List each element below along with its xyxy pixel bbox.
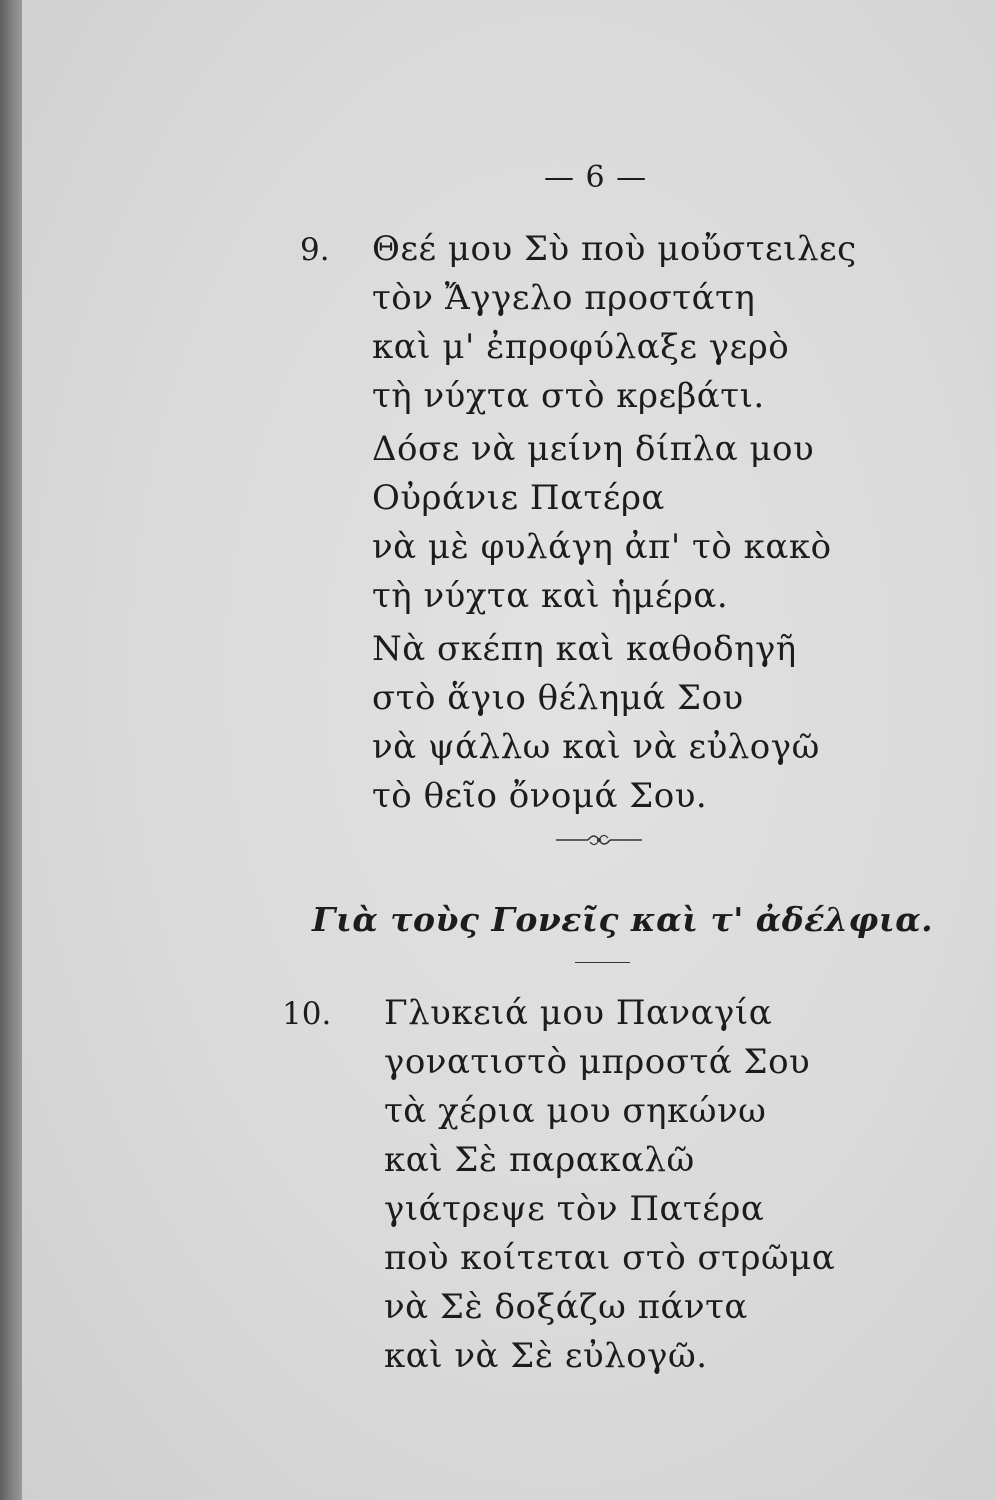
stanza-10-1: [384, 993, 836, 1388]
stanza-9-3: [372, 629, 820, 828]
stanza-9-2: [372, 429, 832, 628]
verse-line: στὸ ἅγιο θέλημά Σου: [372, 678, 744, 718]
verse-line: νὰ μὲ φυλάγη ἀπ' τὸ κακὸ: [372, 527, 832, 567]
verse-line: τὴ νύχτα στὸ κρεβάτι.: [372, 376, 765, 416]
verse-line: καὶ νὰ Σὲ εὐλογῶ.: [384, 1336, 708, 1376]
verse-line: Θεέ μου Σὺ ποὺ μοὔστειλες: [372, 229, 857, 269]
verse-line: Οὐράνιε Πατέρα: [372, 478, 665, 518]
verse-line: καὶ μ' ἐπροφύλαξε γερὸ: [372, 327, 790, 367]
page-number: — 6 —: [544, 160, 648, 195]
verse-number-9: 9.: [300, 232, 330, 268]
verse-line: γιάτρεψε τὸν Πατέρα: [384, 1189, 765, 1229]
verse-line: νὰ Σὲ δοξάζω πάντα: [384, 1287, 748, 1327]
section-heading: Γιὰ τοὺς Γονεῖς καὶ τ' ἀδέλφια.: [312, 900, 934, 939]
verse-line: τὰ χέρια μου σηκώνω: [384, 1091, 767, 1131]
verse-line: τὴ νύχτα καὶ ἡμέρα.: [372, 576, 729, 616]
verse-line: τὸ θεῖο ὄνομά Σου.: [372, 776, 708, 816]
stanza-9-1: [372, 229, 857, 428]
binding-edge: [0, 0, 22, 1500]
verse-line: νὰ ψάλλω καὶ νὰ εὐλογῶ: [372, 727, 820, 767]
verse-line: ποὺ κοίτεται στὸ στρῶμα: [384, 1238, 836, 1278]
verse-line: τὸν Ἄγγελο προστάτη: [372, 278, 756, 318]
book-page: [22, 0, 996, 1500]
heading-rule: [575, 962, 630, 963]
verse-line: Γλυκειά μου Παναγία: [384, 993, 773, 1033]
verse-number-10: 10.: [282, 996, 332, 1032]
verse-line: Δόσε νὰ μείνη δίπλα μου: [372, 429, 815, 469]
verse-line: Νὰ σκέπη καὶ καθοδηγῆ: [372, 629, 797, 669]
verse-line: καὶ Σὲ παρακαλῶ: [384, 1140, 695, 1180]
ornament-divider-icon: [554, 830, 644, 850]
verse-line: γονατιστὸ μπροστά Σου: [384, 1042, 811, 1082]
